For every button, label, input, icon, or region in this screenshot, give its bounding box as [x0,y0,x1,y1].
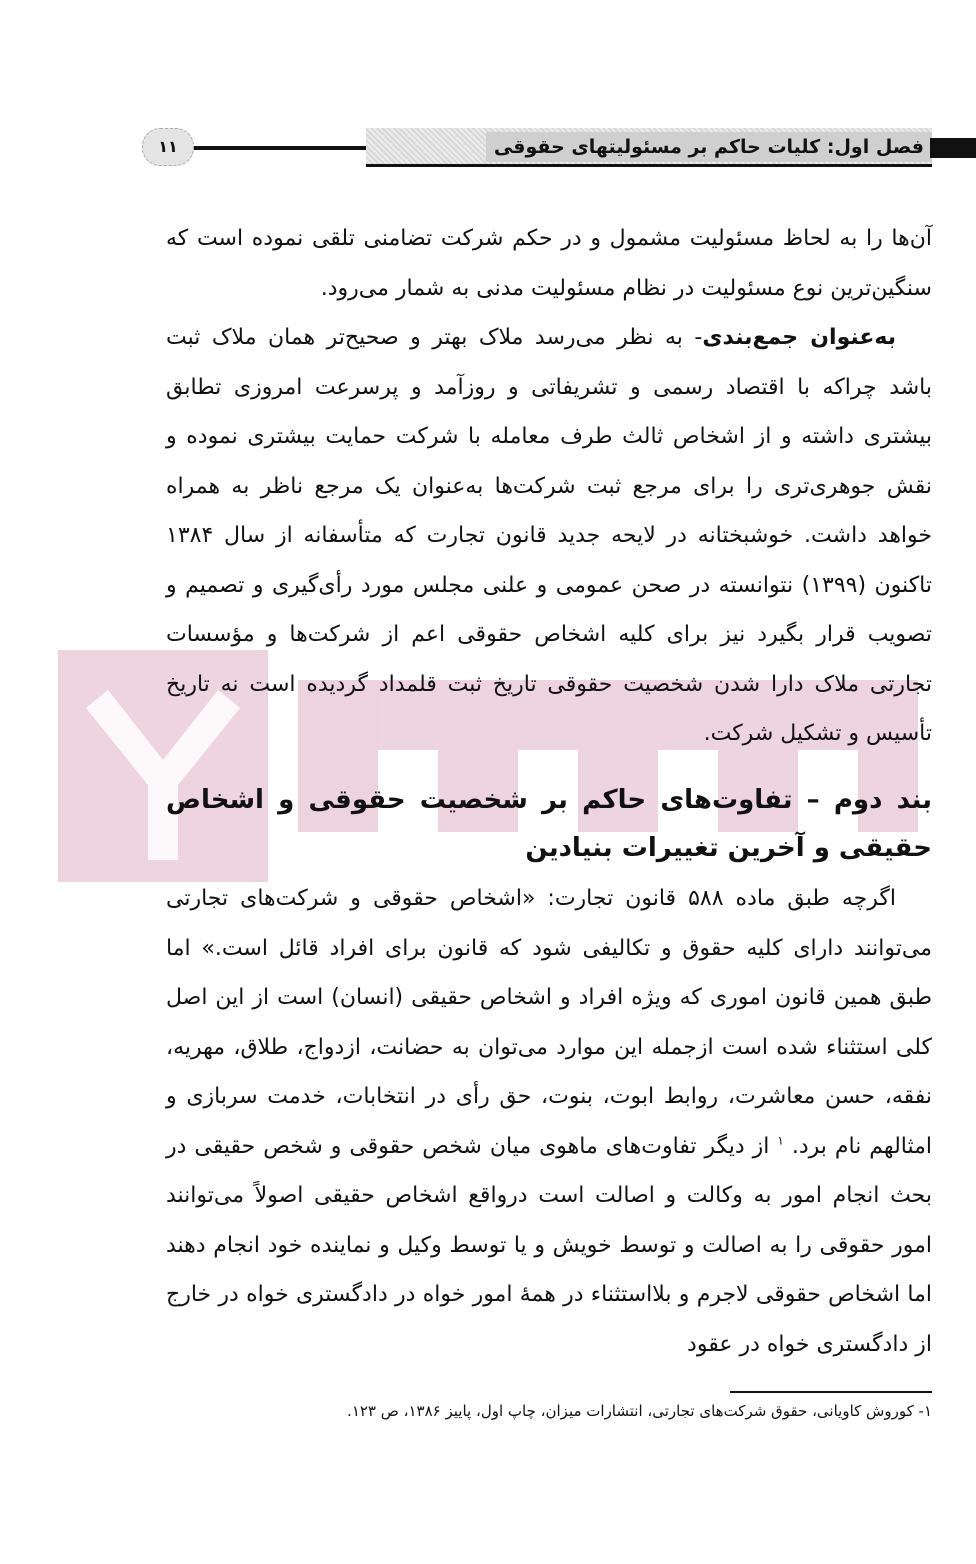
summary-lead: به‌عنوان جمع‌بندی [702,325,896,350]
footnote-rule [730,1391,932,1393]
section-heading: بند دوم – تفاوت‌های حاکم بر شخصیت حقوقی و اشخاص حقیقی و آخرین تغییرات بنیادین [166,785,932,863]
footnote: ۱- کوروش کاویانی، حقوق شرکت‌های تجارتی، انتشارات میزان، چاپ اول، پاییز ۱۳۸۶، ص ۱۲۳. [347,1402,932,1420]
paragraph-3 [166,874,932,1369]
page-number: ۱۱ [142,128,194,166]
paragraph-2 [166,313,932,759]
header-title-box [366,128,932,167]
paragraph-2-text: - به نظر می‌رسد ملاک بهتر و صحیح‌تر همان ملاک ثبت باشد چراکه با اقتصاد رسمی و تشریفاتی و روزآمد و پرسرعت امروزی تطابق بیشتری داشته و از اشخاص ثالث طرف معامله با شرکت حمایت بیشتری نموده و نقش جوهری‌تری را برای مرجع ثبت شرکت‌ها به‌عنوان یک مرجع ناظر به همراه خواهد داشت. خوشبختانه در لایحه جدید قانون تجارت که متأسفانه از سال ۱۳۸۴ تاکنون (۱۳۹۹) نتوانسته در صحن عمومی و علنی مجلس مورد رأی‌گیری و تصمیم و تصویب قرار بگیرد نیز برای کلیه اشخاص حقوقی اعم از شرکت‌ها و مؤسسات تجارتی ملاک دارا شدن شخصیت حقوقی تاریخ ثبت قلمداد گردیده است نه تاریخ تأسیس و تشکیل شرکت. [166,325,932,746]
body-text-block-2 [166,776,932,1369]
paragraph-3-part1: اگرچه طبق ماده ۵۸۸ قانون تجارت: «اشخاص حقوقی و شرکت‌های تجارتی می‌توانند دارای کلیه حقوق و تکالیفی شود که قانون برای افراد قائل است.» اما طبق همین قانون اموری که ویژه افراد و اشخاص حقیقی (انسان) است از این اصل کلی استثناء شده است ازجمله این موارد می‌توان به حضانت، ازدواج، طلاق، مهریه، نفقه، حسن معاشرت، روابط ابوت، بنوت، حق رأی در انتخابات، خدمت سربازی و امثالهم نام برد. [166,886,933,1159]
paragraph-3-part2: از دیگر تفاوت‌های ماهوی میان شخص حقوقی و شخص حقیقی در بحث انجام امور به وکالت و اصالت است درواقع اشخاص حقیقی اصولاً می‌توانند امور حقوقی را به اصالت و توسط خویش و یا توسط وکیل و نماینده خود انجام دهند اما اشخاص حقوقی لاجرم و بلااستثناء در همهٔ امور خواه در دادگستری خواه در خارج از دادگستری خواه در عقود [166,1133,932,1357]
running-header [128,128,976,168]
chapter-title: فصل اول: کلیات حاکم بر مسئولیتهای حقوقی [486,132,932,162]
footnote-reference[interactable]: ۱ [777,1133,784,1148]
header-end-bar [930,138,976,158]
body-text-block-1 [166,214,932,759]
paragraph-1: آن‌ها را به لحاظ مسئولیت مشمول و در حکم شرکت تضامنی تلقی نموده است که سنگین‌ترین نوع مسئولیت در نظام مسئولیت مدنی به شمار می‌رود. [166,226,932,301]
